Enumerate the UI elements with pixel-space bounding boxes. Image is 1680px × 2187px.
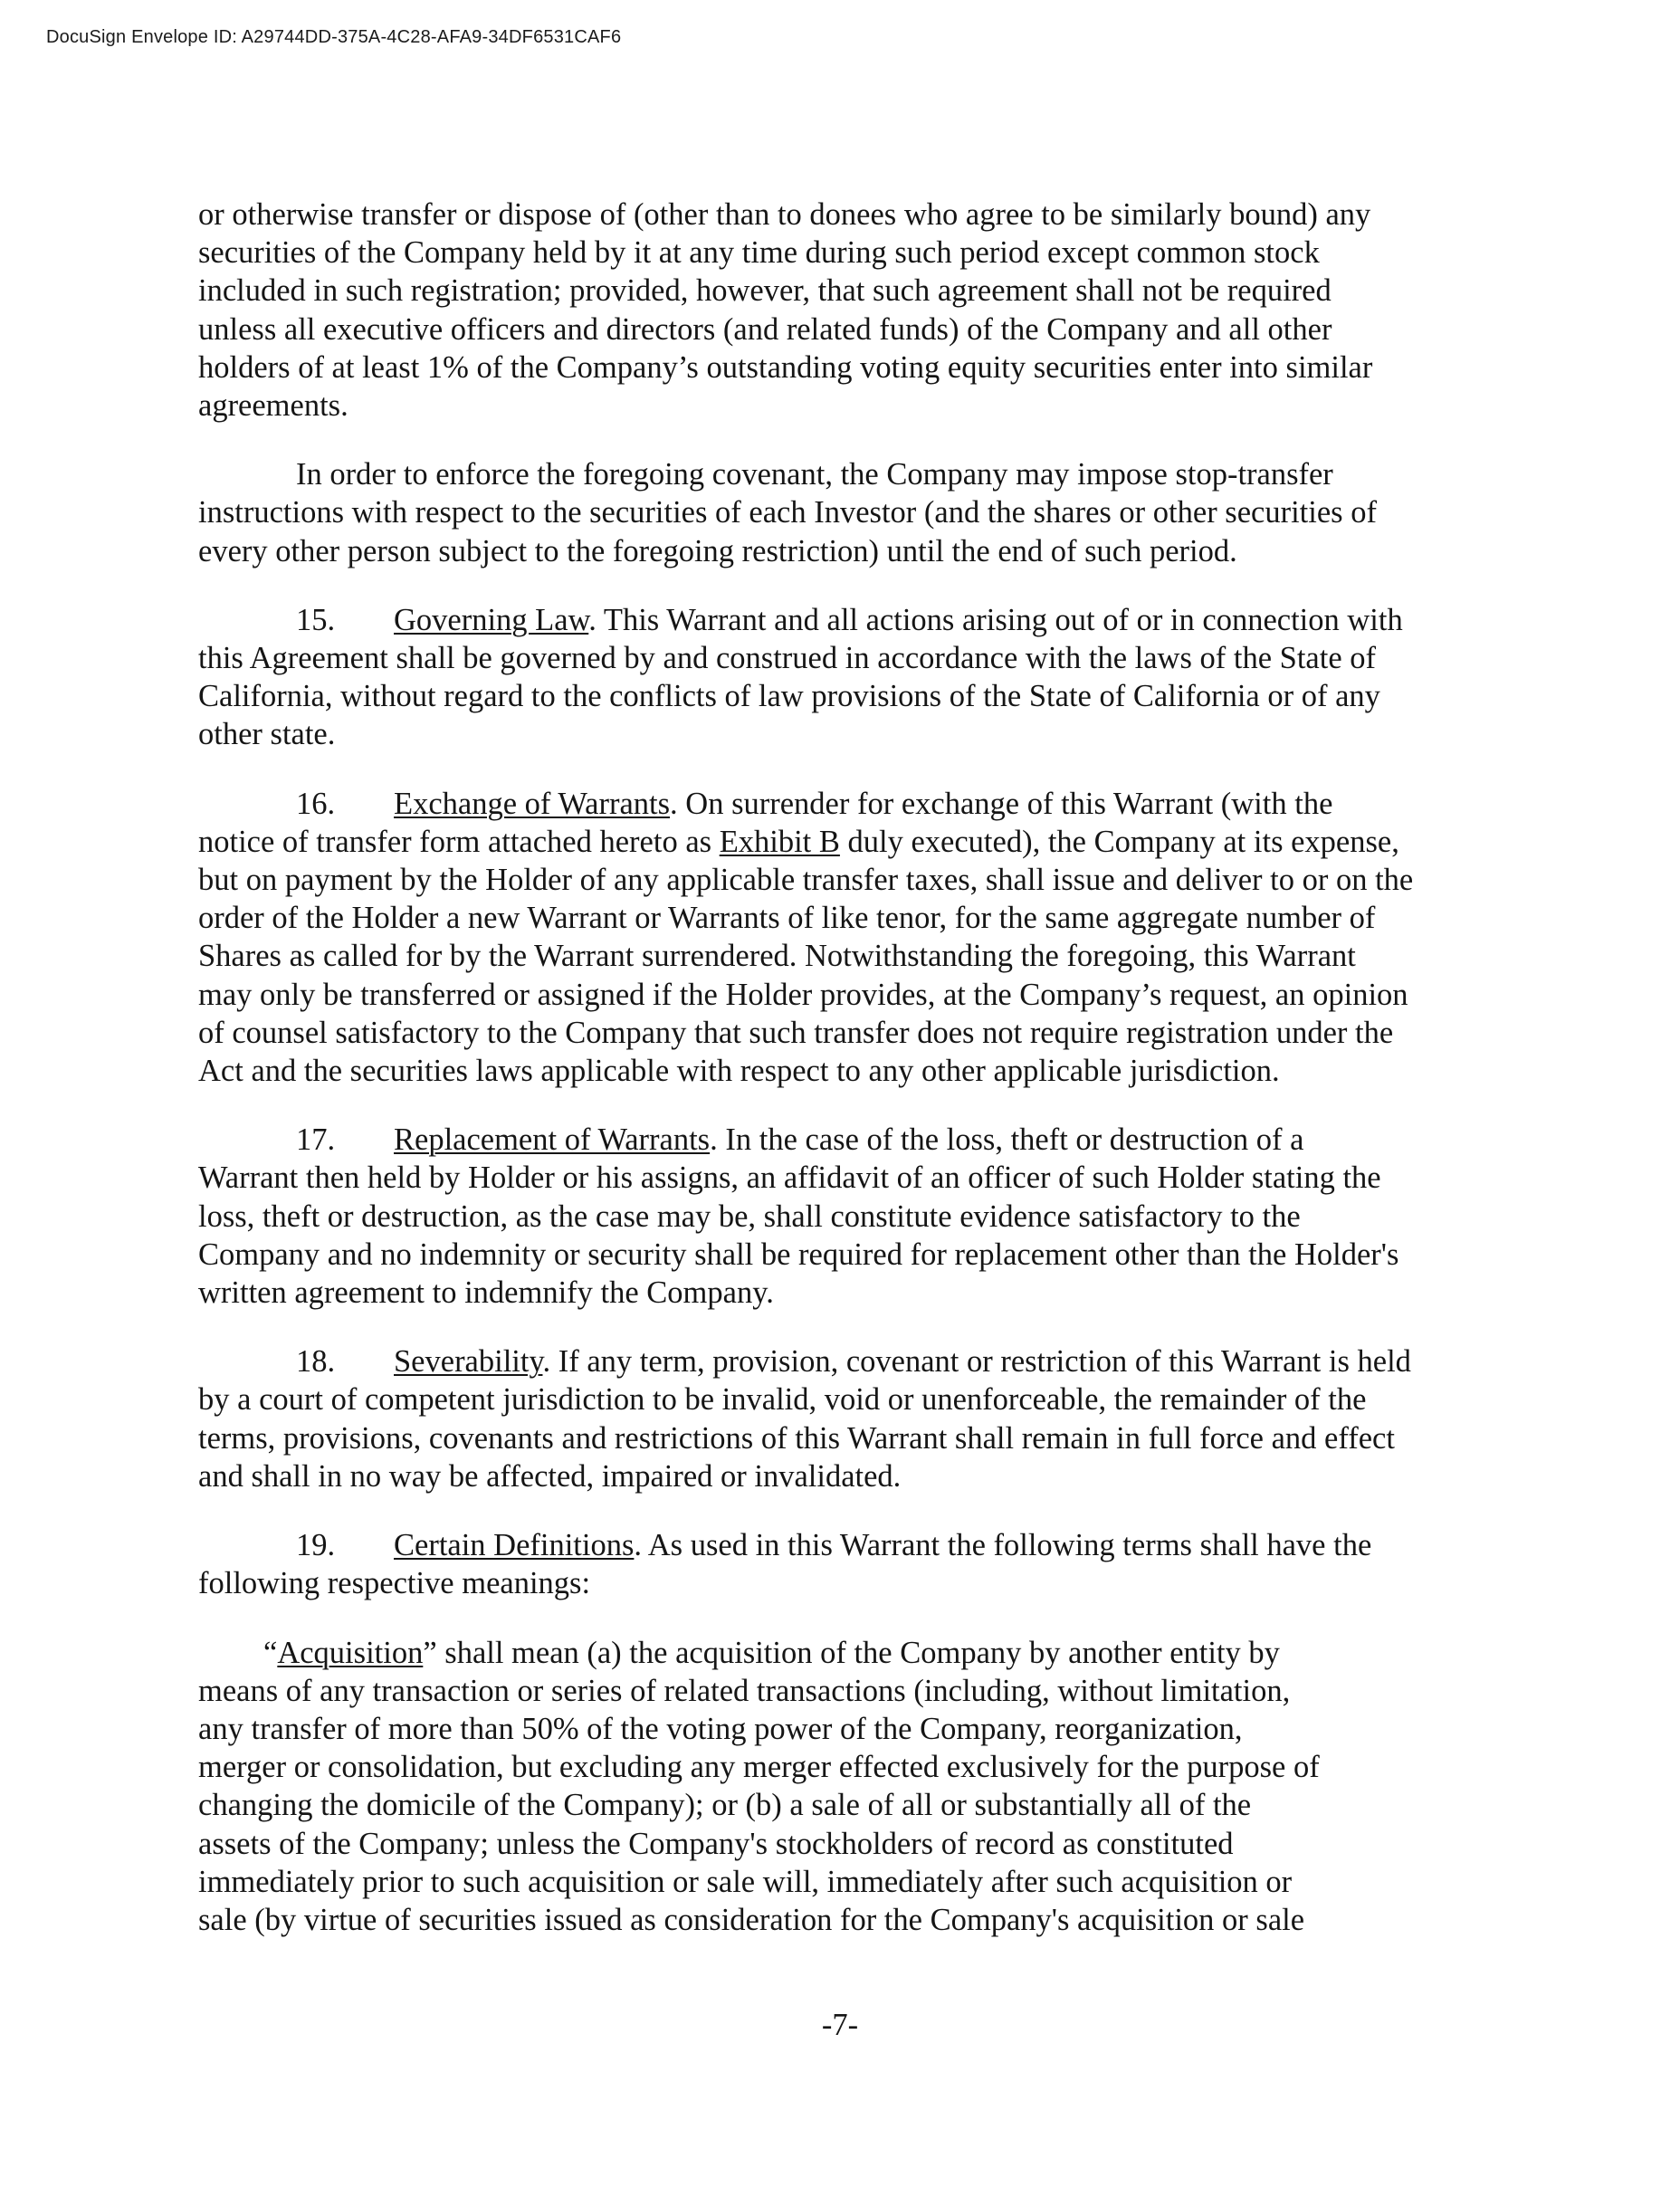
- text-line: means of any transaction or series of related transactions (including, without limitation,: [198, 1673, 1291, 1708]
- text-line: Shares as called for by the Warrant surrendered. Notwithstanding the foregoing, this Warrant: [198, 939, 1356, 974]
- text-line: may only be transferred or assigned if the Holder provides, at the Company’s request, an opinion: [198, 977, 1408, 1012]
- section-heading: Severability: [394, 1344, 543, 1380]
- text-line: . As used in this Warrant the following terms shall have the: [634, 1528, 1372, 1563]
- open-quote: “: [263, 1635, 278, 1670]
- text-line: holders of at least 1% of the Company’s outstanding voting equity securities enter into similar: [198, 349, 1373, 385]
- text-line: sale (by virtue of securities issued as consideration for the Company's acquisition or sale: [198, 1902, 1305, 1937]
- text-line: assets of the Company; unless the Company's stockholders of record as constituted: [198, 1826, 1234, 1861]
- section-19-certain-definitions: [198, 1526, 1502, 1602]
- acquisition-definition: [198, 1634, 1502, 1940]
- document-body: [198, 196, 1502, 1939]
- text-line: following respective meanings:: [198, 1566, 591, 1601]
- text-line: included in such registration; provided, however, that such agreement shall not be required: [198, 273, 1332, 309]
- text-line: order of the Holder a new Warrant or Warrants of like tenor, for the same aggregate number of: [198, 901, 1376, 936]
- enforcement-paragraph: [198, 455, 1502, 570]
- section-heading: Exchange of Warrants: [394, 786, 671, 821]
- text-line: . In the case of the loss, theft or destruction of a: [710, 1122, 1304, 1158]
- section-heading: Certain Definitions: [394, 1528, 635, 1563]
- section-heading: Governing Law: [394, 602, 589, 637]
- text-line: loss, theft or destruction, as the case may be, shall constitute evidence satisfactory to the: [198, 1199, 1301, 1234]
- section-heading: Replacement of Warrants: [394, 1122, 711, 1158]
- text-line: instructions with respect to the securities of each Investor (and the shares or other securities of: [198, 495, 1377, 530]
- text-line: ” shall mean (a) the acquisition of the Company by another entity by: [423, 1635, 1280, 1670]
- docusign-envelope-id: DocuSign Envelope ID: A29744DD-375A-4C28-AFA9-34DF6531CAF6: [46, 27, 622, 47]
- text-line: any transfer of more than 50% of the voting power of the Company, reorganization,: [198, 1711, 1243, 1746]
- text-line: . On surrender for exchange of this Warrant (with the: [670, 786, 1333, 821]
- section-number: 16.: [296, 786, 336, 821]
- text-line: every other person subject to the foregoing restriction) until the end of such period.: [198, 533, 1237, 568]
- text-line: merger or consolidation, but excluding any merger effected exclusively for the purpose of: [198, 1750, 1320, 1785]
- text-line: . This Warrant and all actions arising out of or in connection with: [588, 602, 1403, 637]
- text-line: Company and no indemnity or security shall be required for replacement other than the Holder's: [198, 1237, 1399, 1272]
- text-line: duly executed), the Company at its expense,: [839, 824, 1399, 859]
- text-line: and shall in no way be affected, impaired or invalidated.: [198, 1458, 902, 1494]
- text-line: Warrant then held by Holder or his assigns, an affidavit of an officer of such Holder stating the: [198, 1160, 1381, 1196]
- defined-term: Acquisition: [277, 1635, 424, 1670]
- text-line: securities of the Company held by it at any time during such period except common stock: [198, 235, 1320, 271]
- text-line: changing the domicile of the Company); or (b) a sale of all or substantially all of the: [198, 1788, 1252, 1823]
- text-line: unless all executive officers and directors (and related funds) of the Company and all other: [198, 311, 1332, 347]
- page-number: -7-: [821, 2008, 859, 2042]
- text-line: immediately prior to such acquisition or sale will, immediately after such acquisition or: [198, 1864, 1293, 1899]
- text-line: written agreement to indemnify the Company.: [198, 1275, 774, 1311]
- continuation-paragraph: [198, 196, 1502, 425]
- text-line: notice of transfer form attached hereto as: [198, 824, 720, 859]
- text-line: other state.: [198, 717, 336, 752]
- section-number: 19.: [296, 1528, 336, 1563]
- text-line: California, without regard to the conflicts of law provisions of the State of California or of any: [198, 679, 1380, 714]
- text-line: but on payment by the Holder of any applicable transfer taxes, shall issue and deliver to or on the: [198, 863, 1414, 898]
- exhibit-b-reference: Exhibit B: [719, 824, 840, 859]
- text-line: In order to enforce the foregoing covenant, the Company may impose stop-transfer: [296, 457, 1333, 492]
- section-number: 17.: [296, 1122, 336, 1158]
- text-line: of counsel satisfactory to the Company that such transfer does not require registration under the: [198, 1015, 1394, 1050]
- section-16-exchange-of-warrants: [198, 785, 1502, 1091]
- text-line: this Agreement shall be governed by and construed in accordance with the laws of the State of: [198, 641, 1377, 676]
- text-line: . If any term, provision, covenant or restriction of this Warrant is held: [542, 1344, 1411, 1380]
- section-15-governing-law: [198, 601, 1502, 754]
- text-line: agreements.: [198, 388, 348, 424]
- section-number: 18.: [296, 1344, 336, 1380]
- text-line: terms, provisions, covenants and restrictions of this Warrant shall remain in full force and effect: [198, 1420, 1395, 1456]
- text-line: by a court of competent jurisdiction to be invalid, void or unenforceable, the remainder of the: [198, 1382, 1367, 1418]
- section-number: 15.: [296, 602, 336, 637]
- text-line: Act and the securities laws applicable with respect to any other applicable jurisdiction.: [198, 1054, 1280, 1089]
- section-17-replacement-of-warrants: [198, 1121, 1502, 1312]
- text-line: or otherwise transfer or dispose of (other than to donees who agree to be similarly bound) any: [198, 197, 1371, 232]
- section-18-severability: [198, 1342, 1502, 1495]
